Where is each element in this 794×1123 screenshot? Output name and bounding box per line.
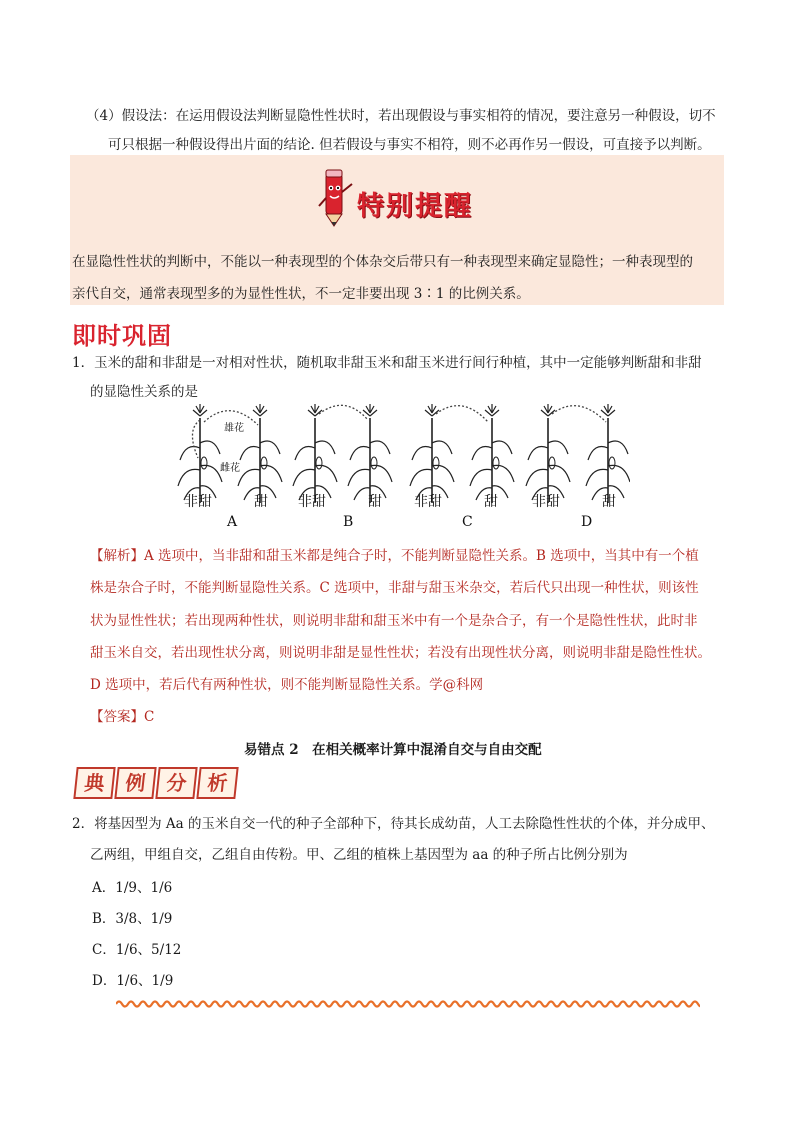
reminder-title: 特别提醒 — [357, 191, 473, 222]
plant-6 — [470, 404, 514, 503]
error-point-title: 易错点 2 在相关概率计算中混淆自交与自由交配 — [244, 742, 542, 758]
answer-value: C — [144, 709, 155, 725]
q2-line1: 2．将基因型为 Aa 的玉米自交一代的种子全部种下，待其长成幼苗，人工去除隐性性状的个体，并分成甲、 — [72, 816, 715, 832]
reminder-line2: 亲代自交，通常表现型多的为显性性状，不一定非要出现 3∶1 的比例关系。 — [72, 286, 530, 302]
wavy-divider — [116, 998, 700, 1010]
analysis-line1: 【解析】A 选项中，当非甜和甜玉米都是纯合子时，不能判断显隐性关系。B 选项中，当其中有一个植 — [90, 548, 699, 564]
option-label-b: B — [343, 514, 354, 530]
plant-label-6: 甜 — [484, 494, 498, 510]
option-label-c: C — [462, 514, 473, 530]
q1-line2: 的显隐性关系的是 — [90, 384, 198, 400]
case-char-4: 析 — [196, 767, 238, 799]
plant-7 — [526, 404, 570, 503]
analysis-line5: D 选项中，若后代有两种性状，则不能判断显隐性关系。学@科网 — [90, 677, 484, 693]
pollen-arc-d — [552, 406, 606, 422]
q2-option-c: C．1/6、5/12 — [92, 942, 182, 958]
pencil-mascot-icon — [316, 168, 356, 230]
case-char-2: 例 — [114, 767, 156, 799]
plant-label-8: 甜 — [602, 494, 616, 510]
plant-label-3: 非甜 — [298, 494, 326, 510]
case-analysis-badge — [75, 767, 237, 797]
plant-label-5: 非甜 — [414, 494, 442, 510]
reminder-line1: 在显隐性性状的判断中，不能以一种表现型的个体杂交后带只有一种表现型来确定显隐性；一种表现型的 — [72, 254, 693, 270]
plant-2 — [238, 404, 282, 503]
analysis-line2: 株是杂合子时，不能判断显隐性关系。C 选项中，非甜与甜玉米杂交，若后代只出现一种性状，则该性 — [90, 580, 699, 596]
pollen-arc-c — [436, 406, 488, 422]
plant-label-2: 甜 — [254, 494, 268, 510]
q2-option-a: A．1/9、1/6 — [92, 880, 173, 896]
point4-line2: 可只根据一种假设得出片面的结论. 但若假设与事实不相符，则不必再作另一假设，可直接予以判断。 — [108, 137, 711, 153]
plant-label-1: 非甜 — [184, 494, 212, 510]
q2-option-d: D．1/6、1/9 — [92, 973, 174, 989]
corn-planting-figure — [170, 400, 630, 530]
q2-option-b: B．3/8、1/9 — [92, 911, 173, 927]
plant-1 — [178, 404, 222, 503]
answer-line — [90, 705, 154, 725]
plant-label-4: 甜 — [368, 494, 382, 510]
option-label-a: A — [227, 514, 238, 530]
plant-4 — [348, 404, 392, 503]
pollen-arc-b — [319, 405, 368, 420]
answer-tag: 【答案】 — [90, 709, 144, 725]
plant-5 — [410, 404, 454, 503]
plant-8 — [586, 404, 630, 503]
plant-3 — [293, 404, 337, 503]
point4-line1: （4）假设法：在运用假设法判断显隐性性状时，若出现假设与事实相符的情况，要注意另一种假设，切不 — [86, 108, 716, 124]
analysis-line4: 甜玉米自交，若出现性状分离，则说明非甜是显性性状；若没有出现性状分离，则说明非甜是隐性性状。 — [90, 645, 711, 661]
label-male-flower: 雄花 — [224, 423, 244, 434]
consolidation-title: 即时巩固 — [72, 321, 172, 350]
q1-line1: 1．玉米的甜和非甜是一对相对性状，随机取非甜玉米和甜玉米进行间行种植，其中一定能够判断甜和非甜 — [72, 355, 702, 371]
option-label-d: D — [581, 514, 593, 530]
analysis-tag: 【解析】 — [90, 548, 144, 564]
q2-line2: 乙两组，甲组自交，乙组自由传粉。甲、乙组的植株上基因型为 aa 的种子所占比例分别为 — [90, 847, 628, 863]
case-char-1: 典 — [73, 767, 115, 799]
self-arc-a — [192, 420, 200, 458]
case-char-3: 分 — [155, 767, 197, 799]
label-female-flower: 雌花 — [220, 463, 240, 474]
plant-label-7: 非甜 — [532, 494, 560, 510]
analysis-line3: 状为显性性状；若出现两种性状，则说明非甜和甜玉米中有一个是杂合子，有一个是隐性性状，此时非 — [90, 613, 698, 629]
